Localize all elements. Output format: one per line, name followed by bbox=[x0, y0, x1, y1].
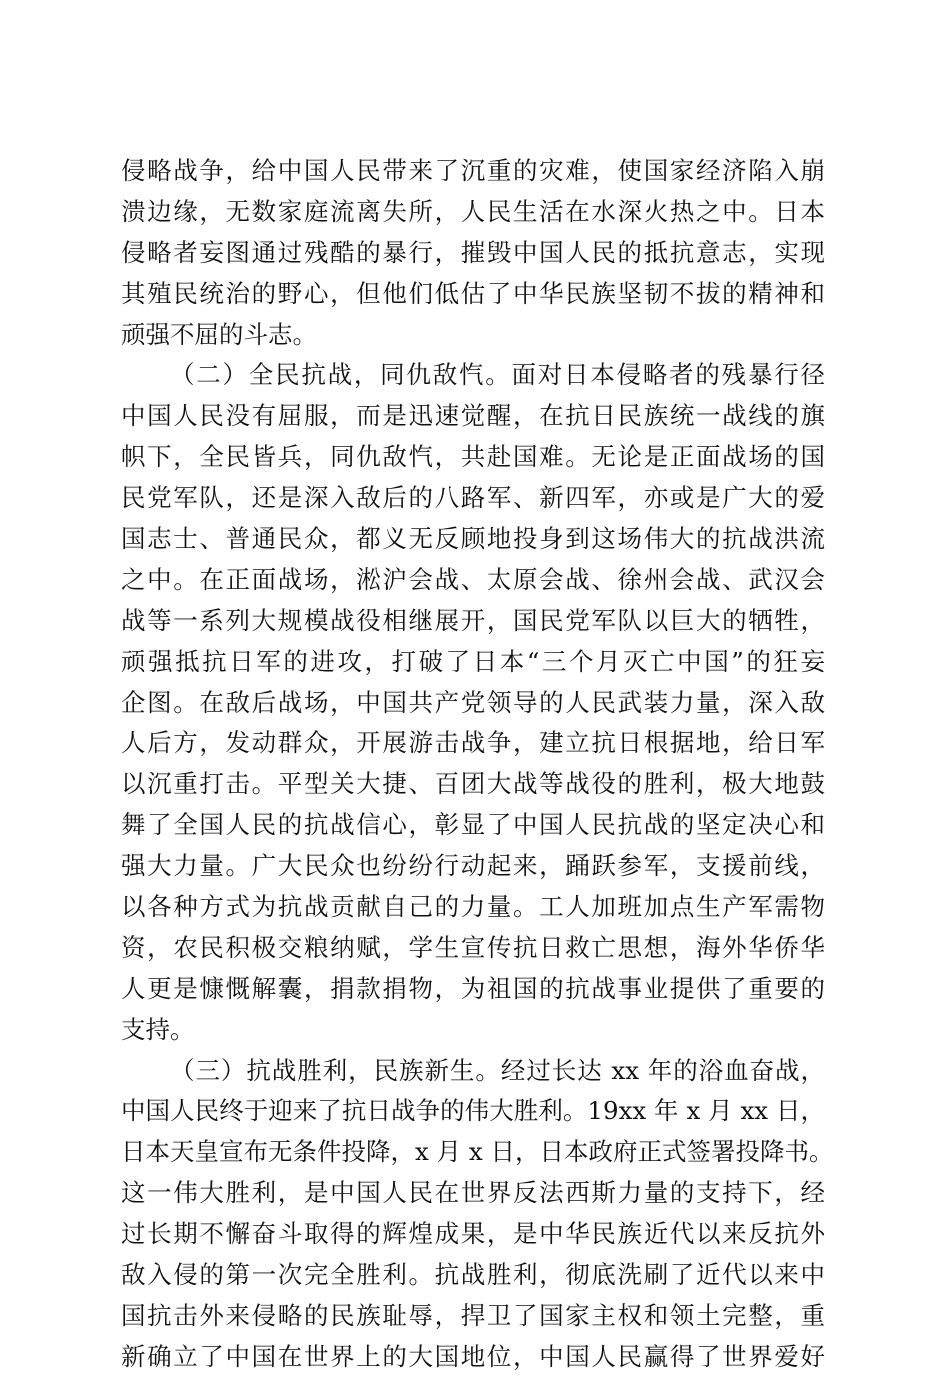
text-line: 人更是慷慨解囊，捐款捐物，为祖国的抗战事业提供了重要的 bbox=[121, 973, 825, 1003]
text-line: 顽强抵抗日军的进攻，打破了日本“三个月灭亡中国”的狂妄 bbox=[121, 646, 825, 676]
text-line: 侵略者妄图通过残酷的暴行，摧毁中国人民的抵抗意志，实现 bbox=[121, 237, 825, 267]
text-line: 国抗击外来侵略的民族耻辱，捍卫了国家主权和领土完整，重 bbox=[121, 1300, 825, 1330]
text-line: 过长期不懈奋斗取得的辉煌成果，是中华民族近代以来反抗外 bbox=[121, 1219, 825, 1249]
text-line: 其殖民统治的野心，但他们低估了中华民族坚韧不拔的精神和 bbox=[121, 278, 825, 308]
text-line: 顽强不屈的斗志。 bbox=[121, 319, 317, 349]
text-line: 人后方，发动群众，开展游击战争，建立抗日根据地，给日军 bbox=[121, 728, 825, 758]
text-line: 之中。在正面战场，淞沪会战、太原会战、徐州会战、武汉会 bbox=[121, 564, 825, 594]
text-line: 以各种方式为抗战贡献自己的力量。工人加班加点生产军需物 bbox=[121, 892, 825, 922]
text-line: 资，农民积极交粮纳赋，学生宣传抗日救亡思想，海外华侨华 bbox=[121, 932, 825, 962]
text-line: 强大力量。广大民众也纷纷行动起来，踊跃参军，支援前线， bbox=[121, 851, 825, 881]
text-line: 中国人民没有屈服，而是迅速觉醒，在抗日民族统一战线的旗 bbox=[121, 401, 825, 431]
text-line: 侵略战争，给中国人民带来了沉重的灾难，使国家经济陷入崩 bbox=[121, 156, 825, 185]
text-line: 支持。 bbox=[121, 1014, 195, 1044]
text-line: 企图。在敌后战场，中国共产党领导的人民武装力量，深入敌 bbox=[121, 687, 825, 717]
text-line: 新确立了中国在世界上的大国地位，中国人民赢得了世界爱好 bbox=[121, 1341, 825, 1371]
paragraph-heading-line: （三）抗战胜利，民族新生。经过长达 xx 年的浴血奋战， bbox=[170, 1055, 825, 1085]
text-line: 溃边缘，无数家庭流离失所，人民生活在水深火热之中。日本 bbox=[121, 196, 825, 226]
text-line: 敌入侵的第一次完全胜利。抗战胜利，彻底洗刷了近代以来中 bbox=[121, 1260, 825, 1290]
text-line: 帜下，全民皆兵，同仇敌忾，共赴国难。无论是正面战场的国 bbox=[121, 442, 825, 472]
text-line: 这一伟大胜利，是中国人民在世界反法西斯力量的支持下，经 bbox=[121, 1178, 825, 1208]
text-line: 中国人民终于迎来了抗日战争的伟大胜利。19xx 年 x 月 xx 日， bbox=[121, 1096, 825, 1126]
text-line: 日本天皇宣布无条件投降，x 月 x 日，日本政府正式签署投降书。 bbox=[121, 1137, 834, 1167]
text-line: 战等一系列大规模战役相继展开，国民党军队以巨大的牺牲， bbox=[121, 605, 825, 635]
text-line: 以沉重打击。平型关大捷、百团大战等战役的胜利，极大地鼓 bbox=[121, 769, 825, 799]
paragraph-heading-line: （二）全民抗战，同仇敌忾。面对日本侵略者的残暴行径 bbox=[170, 360, 825, 390]
body-text bbox=[121, 151, 834, 1378]
text-line: 国志士、普通民众，都义无反顾地投身到这场伟大的抗战洪流 bbox=[121, 524, 825, 554]
text-line: 舞了全国人民的抗战信心，彰显了中国人民抗战的坚定决心和 bbox=[121, 810, 825, 840]
text-line: 民党军队，还是深入敌后的八路军、新四军，亦或是广大的爱 bbox=[121, 483, 825, 513]
